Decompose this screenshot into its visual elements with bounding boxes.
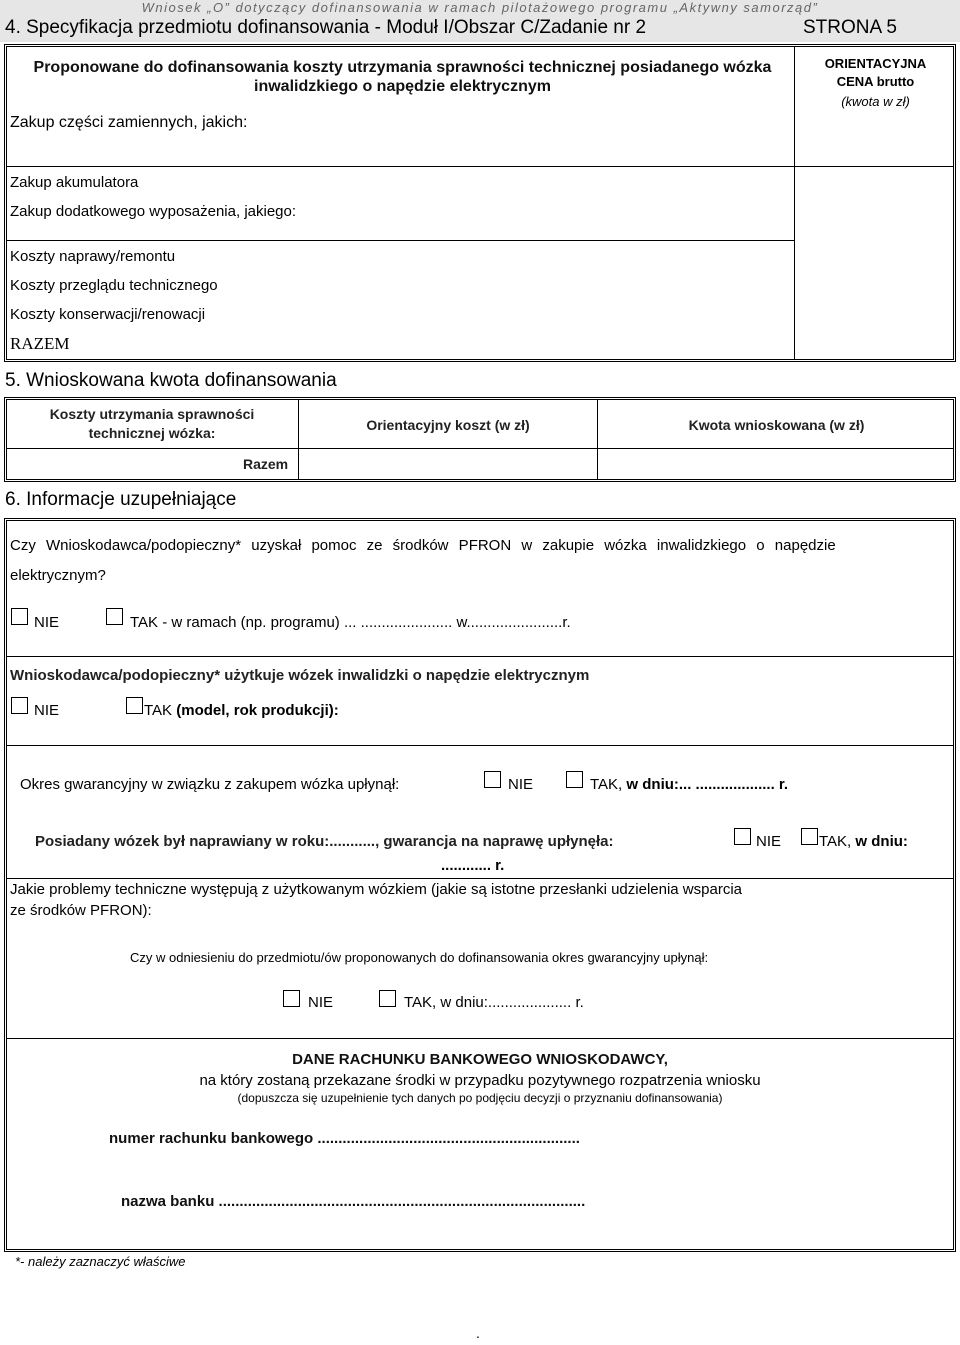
wheelchair-use-yes-checkbox[interactable] — [126, 697, 143, 714]
account-number-field: numer rachunku bankowego ............................................................... — [109, 1130, 580, 1147]
row-equipment: Zakup dodatkowego wyposażenia, jakiego: — [10, 203, 297, 220]
row-total: RAZEM — [10, 334, 70, 353]
repair-question: Posiadany wózek był naprawiany w roku:..........., gwarancja na naprawę upłynęła: — [35, 833, 614, 850]
repair-date-field: ............ r. — [441, 857, 505, 874]
warranty-no-label: NIE — [508, 776, 534, 793]
pfron-aid-no-checkbox[interactable] — [11, 608, 28, 625]
items-warranty-yes-label: TAK, w dniu:.................... r. — [404, 994, 584, 1011]
price-header-3: (kwota w zł) — [841, 94, 910, 109]
wheelchair-model-year-label: (model, rok produkcji): — [176, 702, 339, 719]
cost-column-line1: Koszty utrzymania sprawności — [49, 406, 255, 422]
pfron-aid-question-line1: Czy Wnioskodawca/podopieczny* uzyskał pomoc ze środków PFRON w zakupie wózka inwalidzkiego o napędzie — [10, 537, 836, 554]
bank-data-title: DANE RACHUNKU BANKOWEGO WNIOSKODAWCY, — [292, 1051, 668, 1068]
end-mark: . — [476, 1325, 480, 1341]
items-warranty-no-checkbox[interactable] — [283, 990, 300, 1007]
cost-column-line2: technicznej wózka: — [88, 425, 216, 441]
wheelchair-use-no-label: NIE — [34, 702, 60, 719]
items-warranty-no-label: NIE — [308, 994, 334, 1011]
wheelchair-use-yes-label — [144, 702, 339, 719]
items-warranty-question: Czy w odniesieniu do przedmiotu/ów proponowanych do dofinansowania okres gwarancyjny upłynął: — [130, 950, 709, 965]
footnote: *- należy zaznaczyć właściwe — [15, 1254, 186, 1269]
warranty-no-checkbox[interactable] — [484, 771, 501, 788]
wheelchair-use-no-checkbox[interactable] — [11, 697, 28, 714]
requested-amount-header: Kwota wnioskowana (w zł) — [688, 417, 865, 433]
pfron-aid-question-line2: elektrycznym? — [10, 567, 106, 584]
bank-data-subtitle: na który zostaną przekazane środki w przypadku pozytywnego rozpatrzenia wniosku — [199, 1072, 761, 1089]
repair-warranty-no-checkbox[interactable] — [734, 828, 751, 845]
pfron-aid-no-label: NIE — [34, 614, 60, 631]
repair-warranty-yes-checkbox[interactable] — [801, 828, 818, 845]
row-maintenance: Koszty konserwacji/renowacji — [10, 306, 206, 323]
row-battery: Zakup akumulatora — [10, 174, 139, 191]
specification-heading: Proponowane do dofinansowania koszty utrzymania sprawności technicznej posiadanego wózka inwalidzkiego o napędzie elektrycznym — [33, 59, 772, 95]
bank-name-field: nazwa banku ........................................................................................ — [121, 1193, 586, 1210]
row-inspection: Koszty przeglądu technicznego — [10, 277, 218, 294]
warranty-yes-checkbox[interactable] — [566, 771, 583, 788]
wheelchair-use-question: Wnioskodawca/podopieczny* użytkuje wózek inwalidzki o napędzie elektrycznym — [10, 667, 590, 684]
section5-heading: 5. Wnioskowana kwota dofinansowania — [5, 370, 337, 391]
pfron-aid-yes-checkbox[interactable] — [106, 608, 123, 625]
section6-heading: 6. Informacje uzupełniające — [5, 489, 237, 510]
price-header-1: ORIENTACYJNA — [824, 56, 927, 71]
price-header-2: CENA brutto — [836, 74, 915, 89]
warranty-date-field: w dniu:... ................... r. — [626, 776, 789, 793]
repair-yes-text: TAK, — [819, 833, 856, 850]
warranty-yes-label — [590, 776, 788, 793]
section-title: 4. Specyfikacja przedmiotu dofinansowania - Moduł I/Obszar C/Zadanie nr 2 — [5, 17, 647, 38]
document-header-line: Wniosek „O” dotyczący dofinansowania w ramach pilotażowego programu „Aktywny samorząd” — [141, 0, 819, 15]
repair-date-label: w dniu: — [855, 833, 908, 850]
technical-problems-question-line1: Jakie problemy techniczne występują z użytkowanym wózkiem (jakie są istotne przesłanki udzielenia wsparcia — [10, 881, 742, 898]
repair-warranty-no-label: NIE — [756, 833, 782, 850]
row-spare-parts: Zakup części zamiennych, jakich: — [10, 114, 248, 131]
wheelchair-yes-text: TAK — [144, 702, 177, 719]
total-label: Razem — [243, 456, 289, 472]
row-repair: Koszty naprawy/remontu — [10, 248, 176, 265]
repair-warranty-yes-label — [819, 833, 908, 850]
estimated-cost-header: Orientacyjny koszt (w zł) — [366, 417, 530, 433]
page-number: STRONA 5 — [803, 17, 897, 38]
items-warranty-yes-checkbox[interactable] — [379, 990, 396, 1007]
warranty-expired-question: Okres gwarancyjny w związku z zakupem wózka upłynął: — [20, 776, 400, 793]
warranty-yes-text: TAK, — [590, 776, 627, 793]
bank-data-note: (dopuszcza się uzupełnienie tych danych po podjęciu decyzji o przyznaniu dofinansowania) — [237, 1091, 723, 1105]
technical-problems-question-line2: ze środków PFRON): — [10, 902, 152, 919]
pfron-aid-yes-label: TAK - w ramach (np. programu) ... ...................... w.......................r. — [130, 614, 571, 631]
